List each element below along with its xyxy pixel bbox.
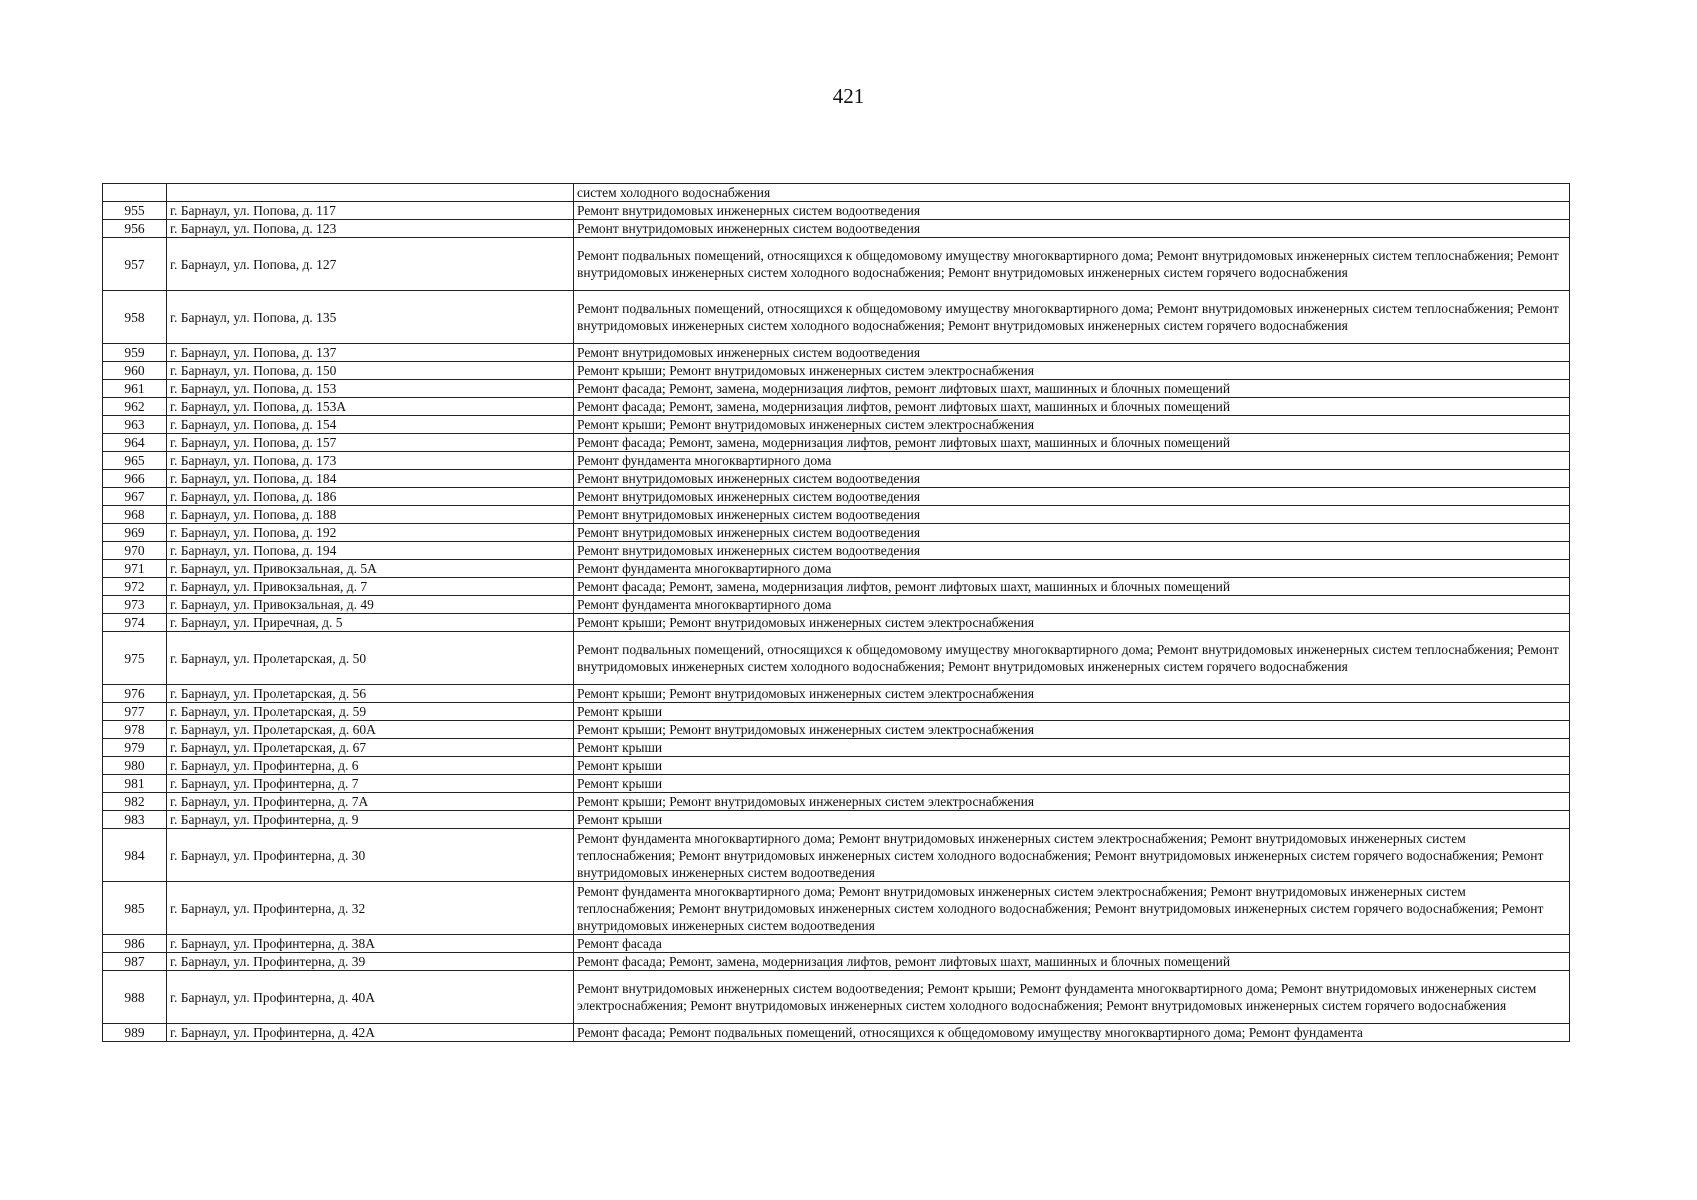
repair-register-table <box>102 183 1570 1042</box>
row-number-cell: 966 <box>103 470 167 488</box>
address-cell: г. Барнаул, ул. Попова, д. 188 <box>167 506 574 524</box>
row-number-cell: 986 <box>103 935 167 953</box>
address-cell: г. Барнаул, ул. Привокзальная, д. 49 <box>167 596 574 614</box>
table-row <box>103 685 1570 703</box>
table-row <box>103 703 1570 721</box>
works-cell: Ремонт фасада <box>574 935 1570 953</box>
table-row <box>103 344 1570 362</box>
works-cell: Ремонт крыши <box>574 811 1570 829</box>
row-number-cell: 958 <box>103 291 167 344</box>
works-cell: Ремонт внутридомовых инженерных систем водоотведения <box>574 524 1570 542</box>
table-row <box>103 971 1570 1024</box>
row-number-cell: 964 <box>103 434 167 452</box>
works-cell: Ремонт крыши <box>574 775 1570 793</box>
address-cell <box>167 184 574 202</box>
works-cell: Ремонт внутридомовых инженерных систем водоотведения <box>574 344 1570 362</box>
works-cell: Ремонт фасада; Ремонт, замена, модернизация лифтов, ремонт лифтовых шахт, машинных и блочных помещений <box>574 953 1570 971</box>
address-cell: г. Барнаул, ул. Профинтерна, д. 9 <box>167 811 574 829</box>
row-number-cell: 974 <box>103 614 167 632</box>
works-cell: Ремонт подвальных помещений, относящихся к общедомовому имуществу многоквартирного дома; Ремонт внутридомовых инженерных систем теплоснабжения; Ремонт внутридомовых инженерных систем холодного водоснабжения; Ремонт внутридомовых инженерных систем горячего водоснабжения <box>574 632 1570 685</box>
table-row <box>103 578 1570 596</box>
address-cell: г. Барнаул, ул. Попова, д. 186 <box>167 488 574 506</box>
works-cell: Ремонт фасада; Ремонт, замена, модернизация лифтов, ремонт лифтовых шахт, машинных и блочных помещений <box>574 578 1570 596</box>
address-cell: г. Барнаул, ул. Профинтерна, д. 39 <box>167 953 574 971</box>
works-cell: Ремонт внутридомовых инженерных систем водоотведения <box>574 220 1570 238</box>
table-row <box>103 882 1570 935</box>
table-row <box>103 488 1570 506</box>
table-row <box>103 739 1570 757</box>
row-number-cell: 972 <box>103 578 167 596</box>
works-cell: Ремонт фасада; Ремонт, замена, модернизация лифтов, ремонт лифтовых шахт, машинных и блочных помещений <box>574 398 1570 416</box>
table-row <box>103 757 1570 775</box>
table-row <box>103 506 1570 524</box>
table-row <box>103 775 1570 793</box>
works-cell: систем холодного водоснабжения <box>574 184 1570 202</box>
address-cell: г. Барнаул, ул. Попова, д. 194 <box>167 542 574 560</box>
works-cell: Ремонт внутридомовых инженерных систем водоотведения <box>574 202 1570 220</box>
address-cell: г. Барнаул, ул. Попова, д. 153 <box>167 380 574 398</box>
works-cell: Ремонт крыши <box>574 757 1570 775</box>
table-row <box>103 793 1570 811</box>
works-cell: Ремонт фасада; Ремонт подвальных помещений, относящихся к общедомовому имуществу многоквартирного дома; Ремонт фундамента <box>574 1024 1570 1042</box>
works-cell: Ремонт фундамента многоквартирного дома; Ремонт внутридомовых инженерных систем электроснабжения; Ремонт внутридомовых инженерных систем теплоснабжения; Ремонт внутридомовых инженерных систем холодного водоснабжения; Ремонт внутридомовых инженерных систем горячего водоснабжения; Ремонт внутридомовых инженерных систем водоотведения <box>574 882 1570 935</box>
address-cell: г. Барнаул, ул. Профинтерна, д. 7А <box>167 793 574 811</box>
row-number-cell: 956 <box>103 220 167 238</box>
address-cell: г. Барнаул, ул. Пролетарская, д. 67 <box>167 739 574 757</box>
works-cell: Ремонт крыши; Ремонт внутридомовых инженерных систем электроснабжения <box>574 721 1570 739</box>
address-cell: г. Барнаул, ул. Попова, д. 157 <box>167 434 574 452</box>
continuation-row <box>103 184 1570 202</box>
address-cell: г. Барнаул, ул. Профинтерна, д. 30 <box>167 829 574 882</box>
row-number-cell: 989 <box>103 1024 167 1042</box>
row-number-cell: 967 <box>103 488 167 506</box>
row-number-cell: 969 <box>103 524 167 542</box>
address-cell: г. Барнаул, ул. Попова, д. 127 <box>167 238 574 291</box>
works-cell: Ремонт фасада; Ремонт, замена, модернизация лифтов, ремонт лифтовых шахт, машинных и блочных помещений <box>574 434 1570 452</box>
address-cell: г. Барнаул, ул. Пролетарская, д. 56 <box>167 685 574 703</box>
address-cell: г. Барнаул, ул. Профинтерна, д. 38А <box>167 935 574 953</box>
address-cell: г. Барнаул, ул. Попова, д. 184 <box>167 470 574 488</box>
works-cell: Ремонт крыши; Ремонт внутридомовых инженерных систем электроснабжения <box>574 362 1570 380</box>
works-cell: Ремонт фундамента многоквартирного дома; Ремонт внутридомовых инженерных систем электроснабжения; Ремонт внутридомовых инженерных систем теплоснабжения; Ремонт внутридомовых инженерных систем холодного водоснабжения; Ремонт внутридомовых инженерных систем горячего водоснабжения; Ремонт внутридомовых инженерных систем водоотведения <box>574 829 1570 882</box>
address-cell: г. Барнаул, ул. Пролетарская, д. 60А <box>167 721 574 739</box>
row-number-cell: 965 <box>103 452 167 470</box>
address-cell: г. Барнаул, ул. Профинтерна, д. 40А <box>167 971 574 1024</box>
row-number-cell: 982 <box>103 793 167 811</box>
row-number-cell: 963 <box>103 416 167 434</box>
table-row <box>103 362 1570 380</box>
address-cell: г. Барнаул, ул. Пролетарская, д. 59 <box>167 703 574 721</box>
row-number-cell: 977 <box>103 703 167 721</box>
row-number-cell: 961 <box>103 380 167 398</box>
table-row <box>103 398 1570 416</box>
works-cell: Ремонт крыши; Ремонт внутридомовых инженерных систем электроснабжения <box>574 685 1570 703</box>
works-cell: Ремонт крыши; Ремонт внутридомовых инженерных систем электроснабжения <box>574 793 1570 811</box>
row-number-cell: 979 <box>103 739 167 757</box>
row-number-cell: 962 <box>103 398 167 416</box>
row-number-cell: 973 <box>103 596 167 614</box>
address-cell: г. Барнаул, ул. Попова, д. 137 <box>167 344 574 362</box>
row-number-cell: 960 <box>103 362 167 380</box>
table-row <box>103 811 1570 829</box>
address-cell: г. Барнаул, ул. Привокзальная, д. 7 <box>167 578 574 596</box>
address-cell: г. Барнаул, ул. Попова, д. 150 <box>167 362 574 380</box>
row-number-cell <box>103 184 167 202</box>
row-number-cell: 976 <box>103 685 167 703</box>
works-cell: Ремонт крыши; Ремонт внутридомовых инженерных систем электроснабжения <box>574 416 1570 434</box>
table-row <box>103 614 1570 632</box>
table-row <box>103 935 1570 953</box>
row-number-cell: 983 <box>103 811 167 829</box>
works-cell: Ремонт крыши; Ремонт внутридомовых инженерных систем электроснабжения <box>574 614 1570 632</box>
row-number-cell: 978 <box>103 721 167 739</box>
row-number-cell: 981 <box>103 775 167 793</box>
address-cell: г. Барнаул, ул. Попова, д. 154 <box>167 416 574 434</box>
table-row <box>103 416 1570 434</box>
works-cell: Ремонт внутридомовых инженерных систем водоотведения <box>574 506 1570 524</box>
table-body <box>103 184 1570 1042</box>
works-cell: Ремонт внутридомовых инженерных систем водоотведения <box>574 488 1570 506</box>
works-cell: Ремонт фундамента многоквартирного дома <box>574 596 1570 614</box>
table-row <box>103 470 1570 488</box>
address-cell: г. Барнаул, ул. Попова, д. 153А <box>167 398 574 416</box>
row-number-cell: 970 <box>103 542 167 560</box>
table-row <box>103 829 1570 882</box>
address-cell: г. Барнаул, ул. Приречная, д. 5 <box>167 614 574 632</box>
works-cell: Ремонт фундамента многоквартирного дома <box>574 560 1570 578</box>
works-cell: Ремонт внутридомовых инженерных систем водоотведения <box>574 470 1570 488</box>
works-cell: Ремонт внутридомовых инженерных систем водоотведения <box>574 542 1570 560</box>
table-row <box>103 953 1570 971</box>
address-cell: г. Барнаул, ул. Попова, д. 173 <box>167 452 574 470</box>
row-number-cell: 975 <box>103 632 167 685</box>
works-cell: Ремонт крыши <box>574 703 1570 721</box>
works-cell: Ремонт подвальных помещений, относящихся к общедомовому имуществу многоквартирного дома; Ремонт внутридомовых инженерных систем теплоснабжения; Ремонт внутридомовых инженерных систем холодного водоснабжения; Ремонт внутридомовых инженерных систем горячего водоснабжения <box>574 291 1570 344</box>
table-row <box>103 596 1570 614</box>
page-number: 421 <box>832 84 865 108</box>
table-row <box>103 238 1570 291</box>
table-row <box>103 380 1570 398</box>
table-row <box>103 542 1570 560</box>
address-cell: г. Барнаул, ул. Профинтерна, д. 42А <box>167 1024 574 1042</box>
row-number-cell: 980 <box>103 757 167 775</box>
table-row <box>103 220 1570 238</box>
table-row <box>103 721 1570 739</box>
row-number-cell: 959 <box>103 344 167 362</box>
works-cell: Ремонт внутридомовых инженерных систем водоотведения; Ремонт крыши; Ремонт фундамента многоквартирного дома; Ремонт внутридомовых инженерных систем электроснабжения; Ремонт внутридомовых инженерных систем холодного водоснабжения; Ремонт внутридомовых инженерных систем горячего водоснабжения <box>574 971 1570 1024</box>
table-row <box>103 524 1570 542</box>
row-number-cell: 988 <box>103 971 167 1024</box>
address-cell: г. Барнаул, ул. Привокзальная, д. 5А <box>167 560 574 578</box>
row-number-cell: 987 <box>103 953 167 971</box>
table-row <box>103 452 1570 470</box>
works-cell: Ремонт фундамента многоквартирного дома <box>574 452 1570 470</box>
table-row <box>103 291 1570 344</box>
address-cell: г. Барнаул, ул. Профинтерна, д. 7 <box>167 775 574 793</box>
table-row <box>103 1024 1570 1042</box>
works-cell: Ремонт крыши <box>574 739 1570 757</box>
address-cell: г. Барнаул, ул. Попова, д. 123 <box>167 220 574 238</box>
works-cell: Ремонт фасада; Ремонт, замена, модернизация лифтов, ремонт лифтовых шахт, машинных и блочных помещений <box>574 380 1570 398</box>
row-number-cell: 968 <box>103 506 167 524</box>
address-cell: г. Барнаул, ул. Попова, д. 192 <box>167 524 574 542</box>
row-number-cell: 971 <box>103 560 167 578</box>
table-row <box>103 632 1570 685</box>
row-number-cell: 985 <box>103 882 167 935</box>
works-cell: Ремонт подвальных помещений, относящихся к общедомовому имуществу многоквартирного дома; Ремонт внутридомовых инженерных систем теплоснабжения; Ремонт внутридомовых инженерных систем холодного водоснабжения; Ремонт внутридомовых инженерных систем горячего водоснабжения <box>574 238 1570 291</box>
table-row <box>103 202 1570 220</box>
address-cell: г. Барнаул, ул. Попова, д. 117 <box>167 202 574 220</box>
address-cell: г. Барнаул, ул. Попова, д. 135 <box>167 291 574 344</box>
table-row <box>103 560 1570 578</box>
row-number-cell: 957 <box>103 238 167 291</box>
table-row <box>103 434 1570 452</box>
address-cell: г. Барнаул, ул. Профинтерна, д. 6 <box>167 757 574 775</box>
row-number-cell: 955 <box>103 202 167 220</box>
address-cell: г. Барнаул, ул. Пролетарская, д. 50 <box>167 632 574 685</box>
row-number-cell: 984 <box>103 829 167 882</box>
address-cell: г. Барнаул, ул. Профинтерна, д. 32 <box>167 882 574 935</box>
